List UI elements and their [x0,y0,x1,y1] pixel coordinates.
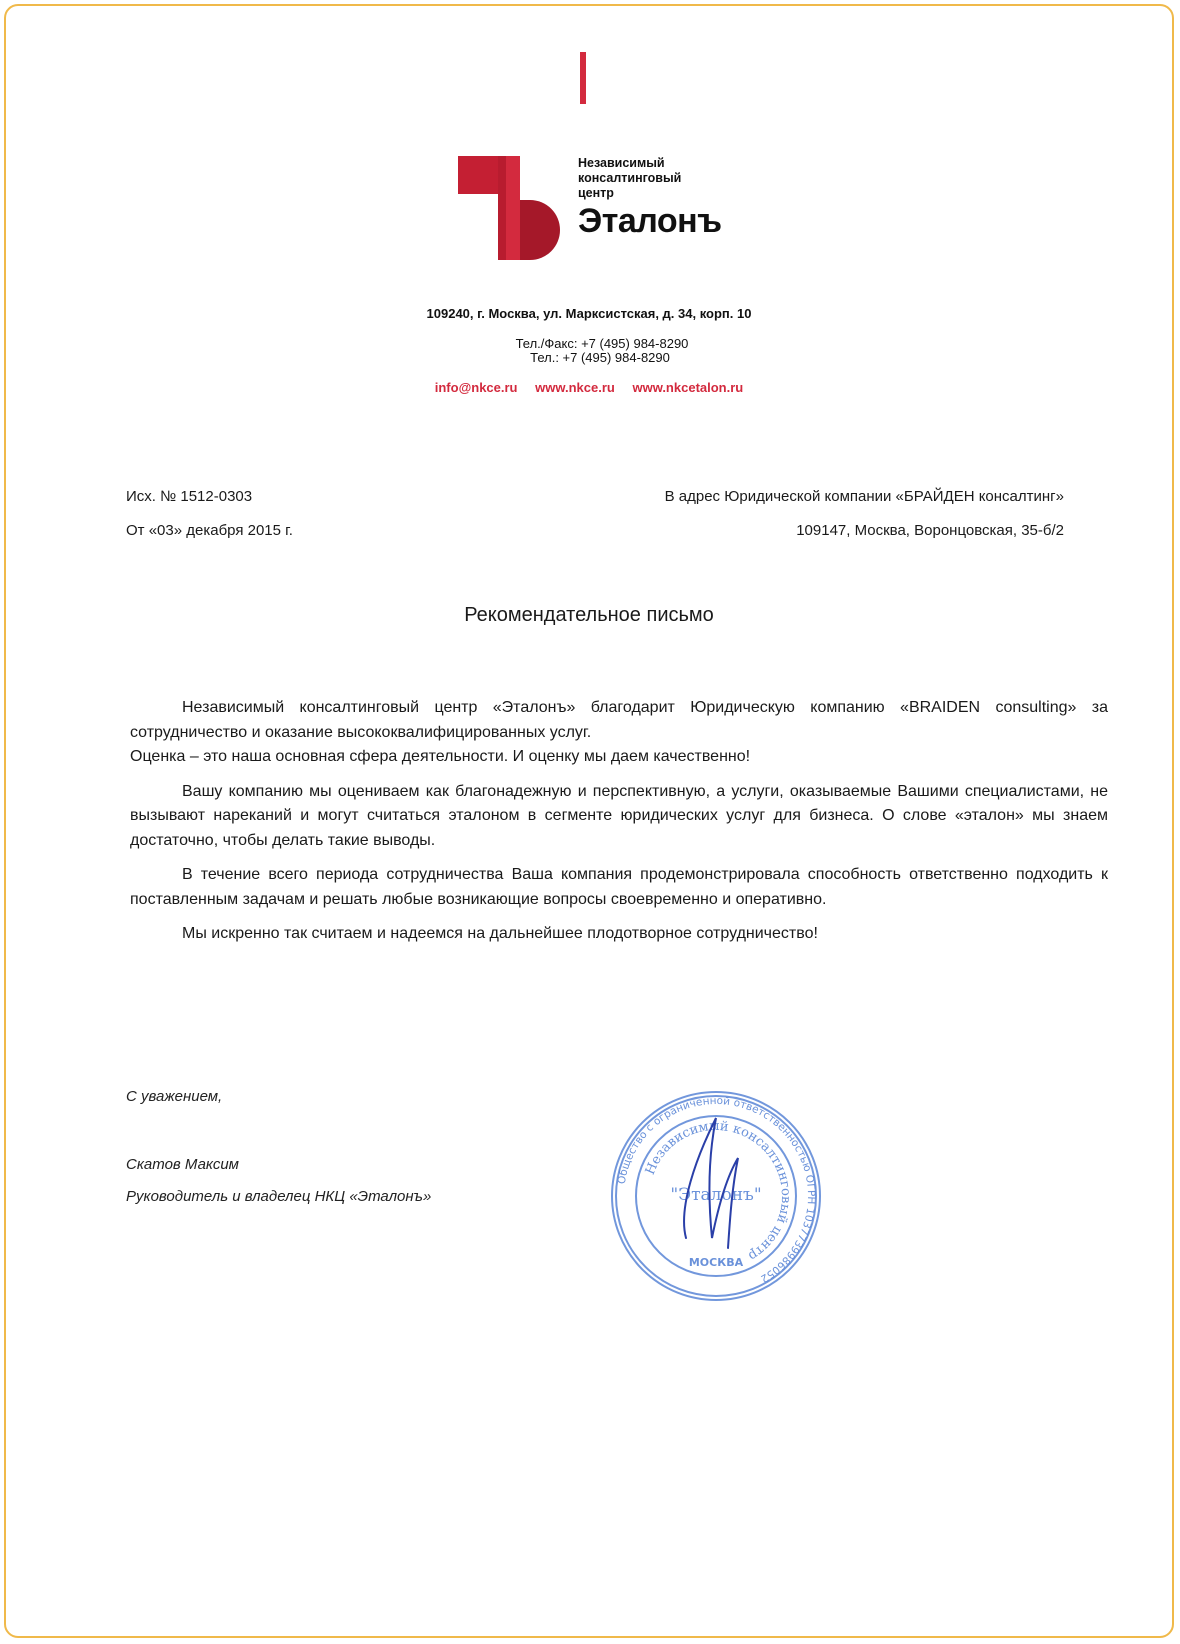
recipient: В адрес Юридической компании «БРАЙДЕН консалтинг» [664,488,1064,505]
company-stamp [608,1088,824,1304]
stamp-city: МОСКВА [688,1256,744,1269]
outgoing-number: Исх. № 1512-0303 [126,488,253,505]
letter-date: От «03» декабря 2015 г. [126,522,293,539]
phone: Тел.: +7 (495) 984-8290 [530,350,670,365]
contact-links [6,380,1172,395]
stamp-inner-text: Независимый консалтинговый центр [642,1118,794,1264]
body-paragraph: Вашу компанию мы оцениваем как благонадежную и перспективную, а услуги, оказываемые Вашими специалистами, не вызывают нареканий и могут считаться эталоном в сегменте юридических услуг для бизнеса. О слове «эталон» мы знаем достаточно, чтобы делать такие выводы. [130,782,1108,849]
letter-body [130,696,1108,957]
phone-fax: Тел./Факс: +7 (495) 984-8290 [515,336,689,351]
stamp-outer-text: Общество с ограниченной ответственностью ОГРН 1037739986052 [615,1094,818,1285]
recipient-address: 109147, Москва, Воронцовская, 35-б/2 [796,522,1064,539]
body-paragraph: Мы искренно так считаем и надеемся на дальнейшее плодотворное сотрудничество! [182,925,818,942]
signer-position: Руководитель и владелец НКЦ «Эталонъ» [126,1188,432,1205]
top-accent-bar [580,52,586,104]
body-paragraph: Оценка – это наша основная сфера деятельности. И оценку мы даем качественно! [130,748,751,765]
logo-subtitle-line: Независимый [578,156,665,170]
logo-subtitle-line: консалтинговый [578,171,682,185]
website-link[interactable]: www.nkce.ru [535,380,615,395]
closing: С уважением, [126,1088,223,1105]
etalon-logo-icon [458,156,568,260]
stamp-center-text: "Эталонъ" [670,1185,762,1205]
letter-page [4,4,1174,1638]
body-paragraph: В течение всего периода сотрудничества Ваша компания продемонстрировала способность ответственно подходить к поставленным задачам и решать любые возникающие вопросы своевременно и оперативно. [130,866,1108,908]
email-link[interactable]: info@nkce.ru [434,380,518,395]
logo-subtitle-line: центр [578,186,614,200]
body-paragraph: Независимый консалтинговый центр «Эталонъ» благодарит Юридическую компанию «BRAIDEN consulting» за сотрудничество и оказание высококвалифицированных услуг. [130,699,1108,741]
letter-title: Рекомендательное письмо [464,604,714,626]
logo-subtitle [578,156,681,201]
signer-name: Скатов Максим [126,1156,239,1173]
company-address: 109240, г. Москва, ул. Марксистская, д. 34, корп. 10 [426,306,752,321]
website-link-2[interactable]: www.nkcetalon.ru [632,380,744,395]
logo-name: Эталонъ [578,202,722,240]
